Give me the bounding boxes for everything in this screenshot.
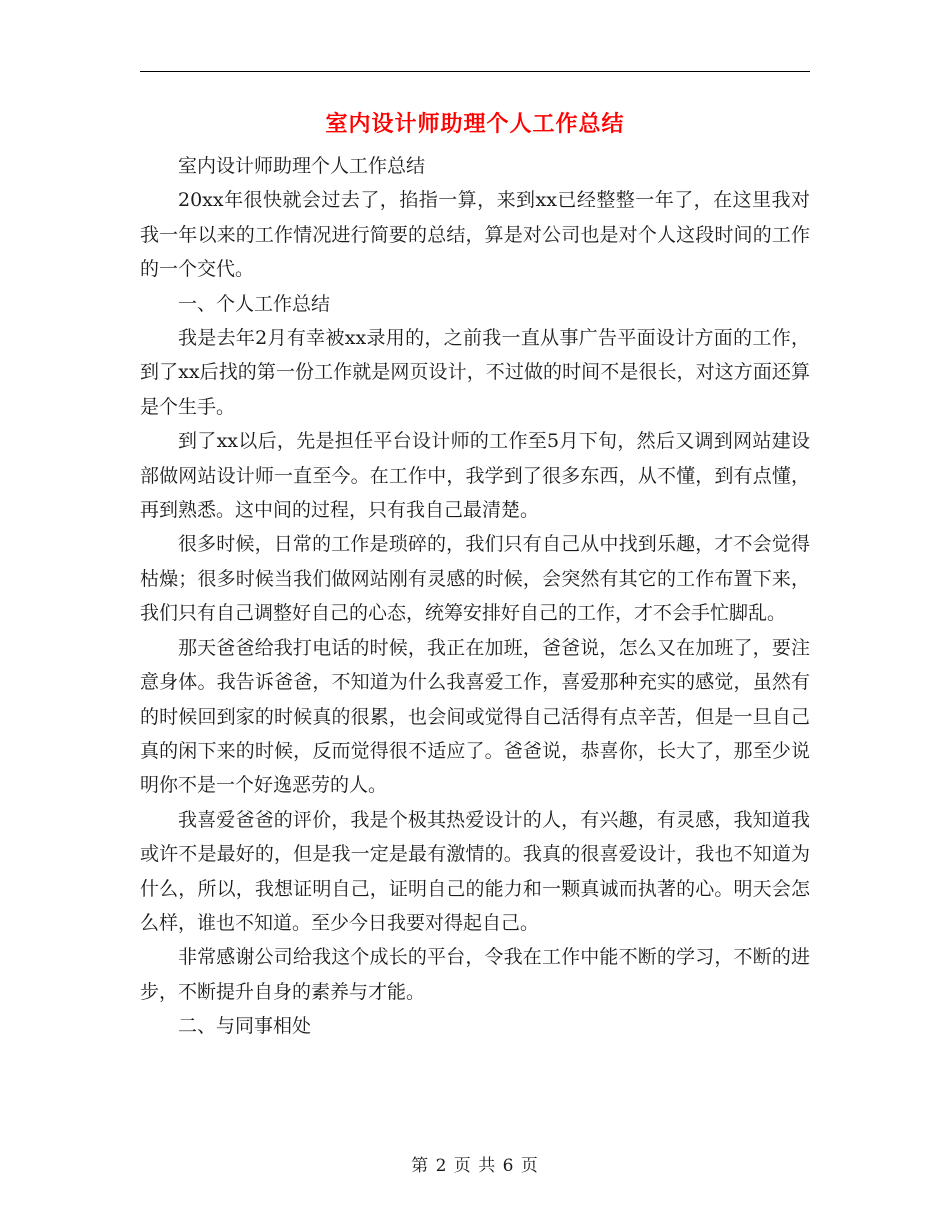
paragraph: 那天爸爸给我打电话的时候，我正在加班，爸爸说，怎么又在加班了，要注意身体。我告诉爸爸，不知道为什么我喜爱工作，喜爱那种充实的感觉，虽然有的时候回到家的时候真的很累，也会间或觉得自己活得有点辛苦，但是一旦自己真的闲下来的时候，反而觉得很不适应了。爸爸说，恭喜你，长大了，那至少说明你不是一个好逸恶劳的人。 <box>140 636 810 797</box>
paragraph: 非常感谢公司给我这个成长的平台，令我在工作中能不断的学习，不断的进步，不断提升自身的素养与才能。 <box>140 946 810 1003</box>
document-title: 室内设计师助理个人工作总结 <box>325 112 625 137</box>
section-heading-2: 二、与同事相处 <box>178 1015 312 1038</box>
paragraph: 到了xx以后，先是担任平台设计师的工作至5月下旬，然后又调到网站建设部做网站设计师一直至今。在工作中，我学到了很多东西，从不懂，到有点懂，再到熟悉。这中间的过程，只有我自己最清楚。 <box>140 430 810 522</box>
paragraph: 我喜爱爸爸的评价，我是个极其热爱设计的人，有兴趣，有灵感，我知道我或许不是最好的，但是我一定是最有激情的。我真的很喜爱设计，我也不知道为什么，所以，我想证明自己，证明自己的能力和一颗真诚而执著的心。明天会怎么样，谁也不知道。至少今日我要对得起自己。 <box>140 808 810 934</box>
header-rule <box>140 71 810 72</box>
paragraph-intro: 20xx年很快就会过去了，掐指一算，来到xx已经整整一年了，在这里我对我一年以来的工作情况进行简要的总结，算是对公司也是对个人这段时间的工作的一个交代。 <box>140 189 810 281</box>
section-heading-1: 一、个人工作总结 <box>178 292 331 315</box>
paragraph: 我是去年2月有幸被xx录用的，之前我一直从事广告平面设计方面的工作，到了xx后找的第一份工作就是网页设计，不过做的时间不是很长，对这方面还算是个生手。 <box>140 327 810 418</box>
paragraph: 很多时候，日常的工作是琐碎的，我们只有自己从中找到乐趣，才不会觉得枯燥；很多时候当我们做网站刚有灵感的时候，会突然有其它的工作布置下来，我们只有自己调整好自己的心态，统筹安排好自己的工作，才不会手忙脚乱。 <box>140 533 810 625</box>
document-body <box>140 149 810 1044</box>
paragraph-subtitle: 室内设计师助理个人工作总结 <box>178 155 426 177</box>
page-number: 第 2 页 共 6 页 <box>411 1156 539 1176</box>
